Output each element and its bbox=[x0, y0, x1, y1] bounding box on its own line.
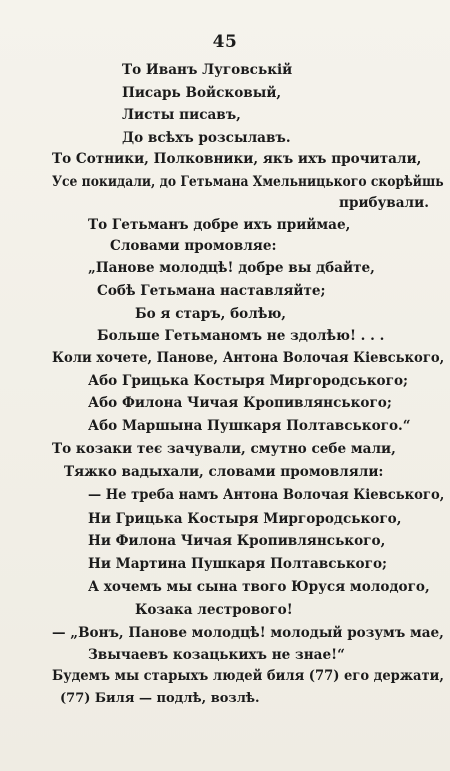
poem-line-28: Будемъ мы старыхъ людей биля (77) его держати, bbox=[52, 668, 444, 684]
poem-line-20: — Не треба намъ Антона Волочая Кіевського, bbox=[88, 487, 445, 503]
poem-line-23: Ни Мартина Пушкаря Полтавського; bbox=[88, 556, 388, 572]
poem-line-6: Усе покидали, до Гетьмана Хмельницького скорѣйшь bbox=[52, 174, 444, 190]
poem-line-18: То козаки теє зачували, смутно себе мали, bbox=[52, 441, 396, 457]
poem-line-25: Козака лестрового! bbox=[135, 602, 293, 618]
poem-line-1: То Иванъ Луговській bbox=[122, 62, 293, 78]
page-number: 45 bbox=[212, 32, 238, 52]
poem-line-3: Листы писавъ, bbox=[122, 107, 241, 123]
poem-line-17: Або Маршына Пушкаря Полтавського.“ bbox=[88, 418, 411, 434]
poem-line-4: До всѣхъ розсылавъ. bbox=[122, 130, 291, 146]
poem-line-15: Або Грицька Костыря Миргородського; bbox=[88, 373, 409, 389]
poem-line-10: „Панове молодцѣ! добре вы дбайте, bbox=[88, 260, 375, 276]
poem-line-26: — „Вонъ, Панове молодцѣ! молодый розумъ мае, bbox=[52, 625, 444, 641]
poem-line-9: Словами промовляе: bbox=[110, 238, 277, 254]
poem-line-14: Коли хочете, Панове, Антона Волочая Кіевського, bbox=[52, 350, 445, 366]
poem-line-21: Ни Грицька Костыря Миргородського, bbox=[88, 511, 402, 527]
poem-line-8: То Гетьманъ добре ихъ приймае, bbox=[88, 217, 351, 233]
poem-line-12: Бо я старъ, болѣю, bbox=[135, 306, 287, 322]
poem-line-16: Або Филона Чичая Кропивлянського; bbox=[88, 395, 392, 411]
poem-line-22: Ни Филона Чичая Кропивлянського, bbox=[88, 533, 386, 549]
poem-line-7: прибували. bbox=[339, 195, 429, 211]
poem-line-27: Звычаевъ козацькихъ не знае!“ bbox=[88, 647, 345, 663]
poem-line-5: То Сотники, Полковники, якъ ихъ прочитали, bbox=[52, 151, 422, 167]
poem-line-11: Собѣ Гетьмана наставляйте; bbox=[97, 283, 326, 299]
poem-line-24: А хочемъ мы сына твого Юруся молодого, bbox=[88, 579, 430, 595]
poem-line-13: Больше Гетьманомъ не здолѣю! . . . bbox=[97, 328, 385, 344]
poem-line-19: Тяжко вадыхали, словами промовляли: bbox=[64, 464, 384, 480]
footnote: (77) Биля — подлѣ, возлѣ. bbox=[60, 691, 260, 706]
poem-line-2: Писарь Войсковый, bbox=[122, 85, 282, 101]
